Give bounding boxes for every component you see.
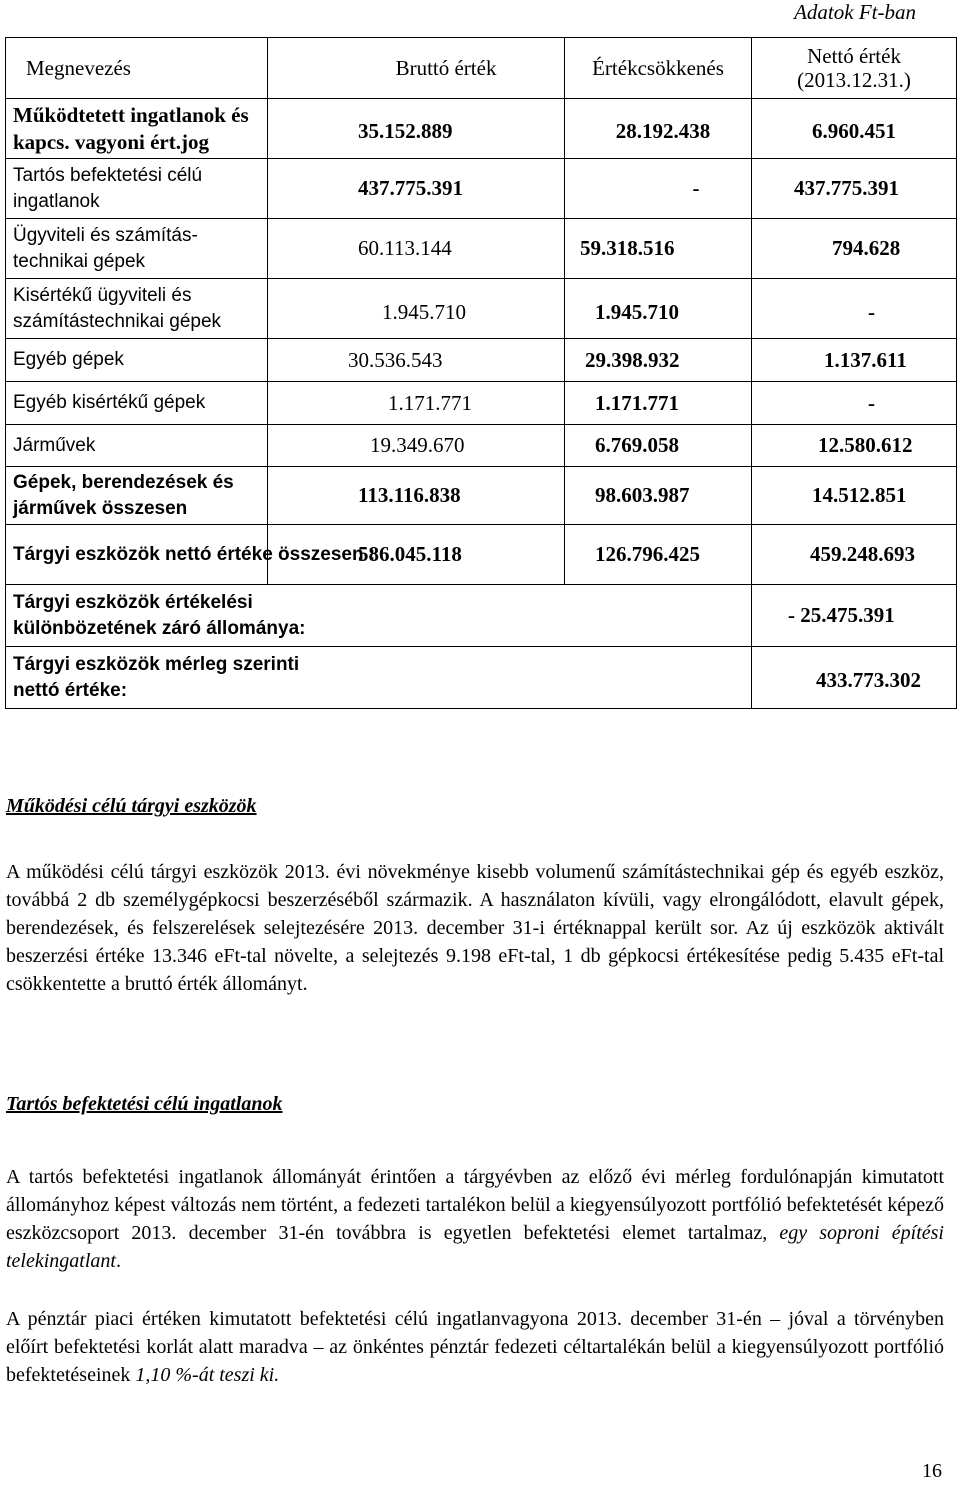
row-net: 14.512.851 [752, 467, 957, 525]
row-gross: 35.152.889 [268, 99, 565, 159]
unit-note: Adatok Ft-ban [794, 0, 916, 24]
row-label: Tartós befektetési célú ingatlanok [6, 159, 268, 219]
header-name: Megnevezés [6, 38, 268, 99]
row-net: 1.137.611 [752, 339, 957, 382]
row-depreciation: 29.398.932 [565, 339, 752, 382]
row-gross: 437.775.391 [268, 159, 565, 219]
table-row [6, 525, 957, 585]
header-net-line2: (2013.12.31.) [797, 68, 911, 92]
header-gross: Bruttó érték [268, 38, 565, 99]
paragraph-operating-assets: A működési célú tárgyi eszközök 2013. évi növekménye kisebb volumenű számítástechnikai gép és egyéb eszköz, továbbá 2 db személygépkocsi beszerzéséből származik. A használaton kívüli, vagy elrongálódott, elavult gépek, berendezések, és felszerelések selejtezésére 2013. december 31-i értéknappal került sor. Az új eszközök aktivált beszerzési értéke 13.346 eFt-tal növelte, a selejtezés 9.198 eFt-tal, 1 db gépkocsi értékesítése pedig 5.435 eFt-tal csökkentette a bruttó érték állományt. [6, 861, 944, 995]
row-depreciation: 6.769.058 [565, 425, 752, 467]
row-gross: 113.116.838 [268, 467, 565, 525]
row-gross: 1.945.710 [268, 279, 565, 339]
header-depreciation: Értékcsökkenés [565, 38, 752, 99]
header-net [752, 38, 957, 99]
section-title-operating-assets: Működési célú tárgyi eszközök [6, 795, 257, 817]
table-header-row [6, 38, 957, 99]
row-label: Gépek, berendezések és járművek összesen [6, 467, 268, 525]
paragraph-end: . [115, 1250, 121, 1272]
paragraph-investment-property-2 [6, 1305, 944, 1389]
row-net: - [752, 382, 957, 425]
row-depreciation: 28.192.438 [565, 99, 752, 159]
table-row [6, 425, 957, 467]
row-label: Tárgyi eszközök értékelési különbözetének záró állománya: [6, 585, 752, 647]
row-label: Tárgyi eszközök nettó értéke összesen : [6, 525, 268, 585]
table-row [6, 585, 957, 647]
table-row [6, 99, 957, 159]
row-label: Egyéb gépek [6, 339, 268, 382]
row-net: 12.580.612 [752, 425, 957, 467]
row-depreciation: 98.603.987 [565, 467, 752, 525]
row-label: Kisértékű ügyviteli és számítástechnikai gépek [6, 279, 268, 339]
row-net: 6.960.451 [752, 99, 957, 159]
page-number: 16 [922, 1460, 942, 1482]
row-label: Egyéb kisértékű gépek [6, 382, 268, 425]
paragraph-investment-property-1 [6, 1163, 944, 1275]
row-gross: 30.536.543 [268, 339, 565, 382]
table-row [6, 467, 957, 525]
header-net-line1: Nettó érték [807, 44, 901, 68]
fixed-assets-table [5, 37, 957, 709]
row-net: 433.773.302 [752, 647, 957, 709]
row-net: - 25.475.391 [752, 585, 957, 647]
table-row [6, 647, 957, 709]
row-net: 437.775.391 [752, 159, 957, 219]
row-depreciation: - [565, 159, 752, 219]
paragraph-text: A pénztár piaci értéken kimutatott befektetési célú ingatlanvagyona 2013. december 31-én – jóval a törvényben előírt befektetési korlát alatt maradva – az önkéntes pénztár fedezeti céltartalékán belül a kiegyensúlyozott portfólió befektetéseinek [6, 1308, 944, 1386]
row-depreciation: 1.171.771 [565, 382, 752, 425]
row-label: Járművek [6, 425, 268, 467]
section-title-investment-property: Tartós befektetési célú ingatlanok [6, 1093, 283, 1115]
table-row [6, 382, 957, 425]
row-gross: 1.171.771 [268, 382, 565, 425]
row-depreciation: 1.945.710 [565, 279, 752, 339]
row-net: 794.628 [752, 219, 957, 279]
row-label: Működtetett ingatlanok és kapcs. vagyoni ért.jog [6, 99, 268, 159]
table-row [6, 279, 957, 339]
row-net: 459.248.693 [752, 525, 957, 585]
paragraph-text: A tartós befektetési ingatlanok állományát érintően a tárgyévben az előző évi mérleg fordulónapján kimutatott állományhoz képest változás nem történt, a fedezeti tartalékon belül a kiegyensúlyozott portfólió befektetését képező eszközcsoport 2013. december 31-én továbbra is egyetlen befektetési elemet tartalmaz, [6, 1166, 944, 1244]
row-net: - [752, 279, 957, 339]
table-row [6, 219, 957, 279]
row-gross: 586.045.118 [268, 525, 565, 585]
table-row [6, 339, 957, 382]
row-label: Tárgyi eszközök mérleg szerinti nettó értéke: [6, 647, 752, 709]
row-label: Ügyviteli és számítás-technikai gépek [6, 219, 268, 279]
table-row [6, 159, 957, 219]
paragraph-italic: 1,10 %-át teszi ki. [135, 1364, 280, 1386]
paragraph-italic: egy soproni építési telekingatlant [6, 1222, 944, 1272]
row-depreciation: 59.318.516 [565, 219, 752, 279]
row-depreciation: 126.796.425 [565, 525, 752, 585]
row-gross: 60.113.144 [268, 219, 565, 279]
row-gross: 19.349.670 [268, 425, 565, 467]
